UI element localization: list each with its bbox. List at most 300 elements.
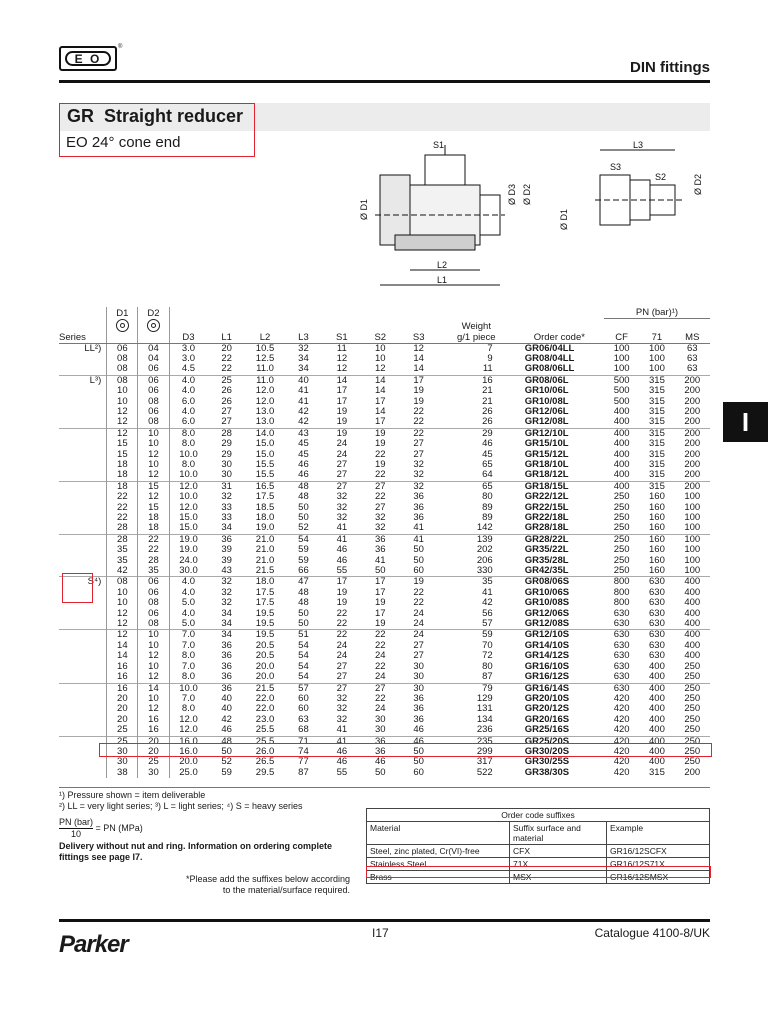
cell-d1: 12 (107, 407, 138, 417)
cell-weight: 131 (476, 703, 493, 715)
cell-l2: 19.5 (246, 630, 284, 641)
cell-order-code: GR22/12L (524, 491, 569, 503)
cell-l3: 54 (298, 650, 309, 662)
series-cell (59, 768, 107, 778)
pn-numerator: PN (bar) (59, 817, 94, 827)
cell-s3: 27 (413, 650, 424, 662)
cell-order-code: GR25/16S (524, 724, 570, 736)
cell-pn-ms: 250 (675, 736, 710, 747)
cell-order-code: GR14/12S (524, 650, 570, 662)
col-header-pn: PN (bar)¹) (604, 307, 710, 319)
cell-l1: 48 (207, 736, 245, 747)
table-row (59, 523, 710, 534)
cell-order-code: GR30/25S (524, 756, 570, 768)
pn-conversion (59, 817, 143, 840)
cell-d3: 15.0 (179, 512, 198, 523)
cell-s2: 22 (374, 491, 386, 503)
cell-l3: 41 (298, 385, 309, 397)
cell-pn-ms: 100 (684, 522, 701, 534)
cell-d3: 4.0 (181, 385, 196, 397)
suffix-row-example: GR16/12SCFX (607, 845, 710, 858)
cell-d1: 16 (107, 672, 138, 683)
cell-l2: 19.0 (255, 522, 275, 534)
cell-pn-ms: 400 (675, 577, 710, 588)
cell-d2: 06 (138, 609, 169, 619)
cell-l1: 36 (221, 671, 232, 683)
cell-l3: 68 (298, 724, 309, 736)
cell-l2: 26.0 (255, 745, 275, 757)
drawing-label-s1: S1 (433, 140, 445, 150)
cell-s1: 55 (336, 565, 348, 577)
suffix-head-material: Material (367, 822, 510, 845)
cell-weight: 26 (482, 416, 493, 428)
cell-l3: 43 (284, 428, 322, 439)
cell-l3: 59 (298, 544, 309, 556)
cell-s1: 24 (336, 650, 348, 662)
cell-s1: 12 (336, 363, 348, 375)
cell-l2: 14.0 (246, 428, 284, 439)
cell-order-code: GR15/12L (524, 448, 569, 460)
cell-pn-cf: 100 (613, 352, 630, 364)
cell-d2: 10 (138, 439, 169, 449)
cell-pn-ms: 400 (684, 639, 701, 651)
cell-d2: 12 (138, 470, 169, 481)
cell-s3: 22 (413, 405, 424, 417)
cell-d2: 10 (138, 630, 169, 641)
col-header-d3: D3 (169, 332, 207, 344)
cell-d3: 16.0 (179, 745, 198, 757)
cell-pn-ms: 400 (684, 650, 701, 662)
cell-s2: 30 (374, 713, 386, 725)
suffix-row-suffix: 71X (510, 858, 607, 871)
cell-order-code: GR35/22L (524, 544, 569, 556)
cell-s1: 32 (336, 501, 348, 513)
cell-pn-cf: 800 (613, 597, 630, 609)
cell-weight: 70 (482, 639, 493, 651)
cell-s2: 27 (374, 501, 386, 513)
cell-s1: 17 (336, 395, 348, 407)
cell-s1: 19 (336, 597, 348, 609)
cell-l2: 21.0 (255, 554, 275, 566)
cell-d2: 06 (138, 375, 169, 386)
cell-s3: 50 (413, 745, 424, 757)
cell-pn-cf: 420 (613, 766, 630, 778)
col-header-weight: Weight (461, 320, 491, 332)
cell-pn-71: 400 (649, 724, 665, 736)
cell-d3: 4.0 (181, 607, 196, 619)
cell-l1: 20 (221, 342, 232, 354)
cell-pn-ms: 400 (684, 586, 701, 598)
cell-d3: 15.0 (179, 522, 198, 534)
cell-d1: 08 (107, 354, 138, 364)
cell-order-code: GR22/18L (524, 512, 569, 523)
cell-weight: 46 (482, 438, 493, 450)
cell-pn-cf: 400 (613, 458, 630, 470)
cell-l1: 32 (221, 586, 232, 598)
cell-pn-cf: 630 (613, 650, 630, 662)
cell-l1: 40 (221, 703, 232, 715)
cell-l3: 57 (284, 683, 322, 694)
cell-l2: 18.0 (246, 577, 284, 588)
cell-pn-cf: 400 (613, 469, 630, 481)
cell-l1: 43 (221, 565, 232, 577)
cell-order-code: GR10/08L (524, 395, 569, 407)
cell-l3: 34 (298, 363, 309, 375)
cell-pn-cf: 420 (613, 756, 630, 768)
cell-d3: 4.0 (169, 577, 207, 588)
suffix-row-material: Stainless Steel (367, 858, 510, 871)
cell-d2: 15 (138, 503, 169, 513)
cell-pn-71: 400 (639, 683, 674, 694)
page-title (67, 106, 243, 127)
chapter-tab[interactable]: I (723, 402, 768, 442)
cell-l3: 60 (298, 692, 309, 704)
cell-order-code: GR28/22L (515, 534, 604, 545)
cell-pn-71: 315 (649, 458, 665, 470)
cell-d1: 12 (107, 630, 138, 641)
cell-s2: 19 (361, 428, 399, 439)
cell-pn-71: 630 (649, 650, 665, 662)
cell-d2: 10 (138, 662, 169, 672)
cell-l1: 27 (221, 416, 232, 428)
cell-l2: 22.0 (255, 703, 275, 715)
cell-pn-cf: 800 (604, 577, 639, 588)
cell-d1: 18 (107, 470, 138, 481)
cell-s3: 22 (413, 416, 424, 428)
cell-s3: 41 (399, 534, 437, 545)
cell-d3: 8.0 (181, 458, 196, 470)
cell-s1: 17 (323, 577, 361, 588)
cell-d1: 28 (107, 534, 138, 545)
cell-pn-ms: 400 (684, 597, 701, 609)
cell-s2: 32 (374, 522, 386, 534)
cell-pn-71: 400 (649, 703, 665, 715)
cell-weight: 235 (438, 736, 515, 747)
cell-s2: 14 (361, 375, 399, 386)
cell-d1: 12 (107, 619, 138, 630)
suffix-row-material: Steel, zinc plated, Cr(VI)-free (367, 845, 510, 858)
cell-l1: 34 (221, 522, 232, 534)
cell-pn-ms: 200 (684, 416, 701, 428)
cell-l2: 21.0 (255, 544, 275, 556)
cell-s1: 12 (336, 352, 348, 364)
cell-l1: 34 (207, 630, 245, 641)
cell-l2: 15.0 (255, 448, 275, 460)
cell-d3: 19.0 (169, 534, 207, 545)
cell-pn-ms: 200 (684, 385, 701, 397)
series-cell (59, 407, 107, 417)
cell-pn-ms: 200 (684, 766, 701, 778)
col-header-ms: MS (675, 332, 710, 344)
series-cell (59, 641, 107, 651)
cell-s3: 32 (413, 458, 424, 470)
suffix-hint-line-2: to the material/surface required. (222, 885, 350, 895)
footer-rule (59, 919, 710, 922)
cell-l3: 74 (298, 745, 309, 757)
cell-l3: 32 (298, 342, 309, 354)
cell-s2: 24 (374, 650, 386, 662)
cell-d2: 30 (138, 768, 169, 778)
cell-pn-ms: 250 (684, 692, 701, 704)
col-header-s2: S2 (361, 332, 399, 344)
cell-order-code: GR20/16S (524, 713, 570, 725)
series-cell (59, 725, 107, 736)
cell-pn-ms: 250 (684, 724, 701, 736)
cell-s3: 27 (413, 639, 424, 651)
cell-l3: 59 (298, 554, 309, 566)
cell-d3: 8.0 (181, 438, 196, 450)
cell-pn-ms: 100 (684, 501, 701, 513)
cell-order-code: GR16/12S (524, 671, 570, 683)
cell-pn-cf: 500 (613, 385, 630, 397)
cell-d3: 4.0 (181, 405, 196, 417)
cell-pn-cf: 630 (604, 630, 639, 641)
row-highlight (99, 743, 712, 757)
cell-d2: 12 (138, 492, 169, 502)
cell-s1: 27 (323, 481, 361, 492)
cell-l2: 18.0 (255, 512, 275, 523)
cell-s3: 22 (399, 428, 437, 439)
cell-pn-ms: 400 (675, 630, 710, 641)
cell-pn-cf: 630 (604, 683, 639, 694)
cell-l1: 39 (221, 554, 232, 566)
cell-order-code: GR35/28L (524, 554, 569, 566)
cell-pn-cf: 400 (613, 438, 630, 450)
cell-s3: 36 (413, 692, 424, 704)
series-cell (59, 354, 107, 364)
cell-d3: 12.0 (169, 481, 207, 492)
cell-s3: 17 (399, 375, 437, 386)
cell-l2: 15.5 (255, 469, 275, 481)
table-row (59, 470, 710, 481)
cell-l2: 20.5 (255, 650, 275, 662)
cell-order-code: GR08/06L (515, 375, 604, 386)
cell-pn-71: 630 (639, 630, 674, 641)
table-row (59, 672, 710, 683)
cell-l1: 50 (221, 745, 232, 757)
cell-s2: 14 (374, 385, 386, 397)
cell-s1: 32 (336, 491, 348, 503)
cell-pn-ms: 200 (684, 458, 701, 470)
cell-s3: 14 (413, 363, 424, 375)
cell-pn-71: 315 (649, 385, 665, 397)
cell-pn-71: 160 (649, 501, 665, 513)
cell-d2: 14 (138, 683, 169, 694)
cell-s3: 24 (413, 607, 424, 619)
cell-d3: 7.0 (181, 660, 196, 672)
cell-s1: 32 (336, 703, 348, 715)
cell-l1: 32 (221, 491, 232, 503)
cell-pn-cf: 420 (604, 736, 639, 747)
cell-pn-ms: 200 (684, 405, 701, 417)
cell-d2: 08 (138, 598, 169, 608)
cell-l3: 48 (298, 491, 309, 503)
cell-weight: 65 (438, 481, 515, 492)
cell-d3: 8.0 (181, 650, 196, 662)
cell-pn-ms: 100 (684, 554, 701, 566)
cell-l2: 13.0 (255, 416, 275, 428)
cell-s2: 22 (374, 692, 386, 704)
cell-l3: 54 (298, 671, 309, 683)
cell-l3: 46 (298, 469, 309, 481)
cell-l2: 16.5 (246, 481, 284, 492)
series-cell (59, 428, 107, 439)
cell-pn-71: 100 (649, 352, 665, 364)
cell-d1: 14 (107, 651, 138, 661)
cell-s2: 27 (361, 481, 399, 492)
cell-l2: 19.5 (255, 618, 275, 630)
cell-l2: 22.0 (255, 692, 275, 704)
cell-d1: 25 (107, 725, 138, 736)
cell-s2: 22 (374, 660, 386, 672)
cell-pn-ms: 250 (684, 671, 701, 683)
cell-weight: 317 (476, 756, 493, 768)
series-s-highlight (62, 573, 93, 603)
suffix-row-material: Brass (367, 871, 510, 884)
cell-pn-cf: 420 (613, 724, 630, 736)
cell-order-code: GR38/30S (524, 766, 570, 778)
cell-d1: 38 (107, 768, 138, 778)
cell-l3: 63 (298, 713, 309, 725)
cell-pn-cf: 250 (613, 512, 630, 523)
cell-s3: 60 (413, 766, 424, 778)
series-cell (59, 704, 107, 714)
cell-pn-ms: 200 (684, 438, 701, 450)
cell-s3: 14 (413, 352, 424, 364)
cell-l3: 48 (298, 597, 309, 609)
cell-s2: 22 (374, 448, 386, 460)
cell-order-code: GR20/10S (524, 692, 570, 704)
cell-pn-cf: 400 (613, 405, 630, 417)
series-cell (59, 386, 107, 396)
cell-d3: 30.0 (179, 565, 198, 577)
cell-d1: 10 (107, 397, 138, 407)
cell-d2: 28 (138, 556, 169, 566)
cell-d1: 15 (107, 439, 138, 449)
cell-d3: 4.0 (181, 586, 196, 598)
cell-d2: 06 (138, 577, 169, 588)
cell-d2: 22 (138, 534, 169, 545)
cell-pn-71: 160 (649, 512, 665, 523)
cell-s3: 41 (413, 522, 424, 534)
cell-s3: 22 (413, 586, 424, 598)
cell-s3: 36 (413, 713, 424, 725)
cell-l1: 40 (221, 692, 232, 704)
cell-s3: 36 (413, 501, 424, 513)
cell-pn-71: 160 (649, 522, 665, 534)
eo-logo (59, 46, 117, 71)
series-cell (59, 492, 107, 502)
cell-pn-71: 100 (649, 363, 665, 375)
cell-s1: 22 (336, 607, 348, 619)
col-header-l3: L3 (284, 332, 322, 344)
col-header-71: 71 (639, 332, 674, 344)
cell-pn-ms: 200 (675, 428, 710, 439)
cell-order-code: GR08/06S (515, 577, 604, 588)
cell-d2: 12 (138, 450, 169, 460)
cell-d1: 22 (107, 492, 138, 502)
cell-l1: 32 (207, 577, 245, 588)
cell-s1: 24 (336, 438, 348, 450)
cell-d1: 16 (107, 683, 138, 694)
registered-mark: ® (118, 44, 123, 50)
cell-d2: 16 (138, 715, 169, 725)
cell-d3: 25.0 (179, 766, 198, 778)
cell-pn-cf: 250 (613, 522, 630, 534)
table-body (59, 343, 710, 778)
cell-l1: 36 (221, 639, 232, 651)
cell-l1: 31 (207, 481, 245, 492)
cell-s3: 32 (413, 469, 424, 481)
cell-weight: 64 (482, 469, 493, 481)
cell-pn-cf: 800 (613, 586, 630, 598)
cell-d2: 08 (138, 619, 169, 630)
col-header-order-code: Order code* (515, 332, 604, 344)
cell-d2: 25 (138, 757, 169, 767)
drawing-label-d1: Ø D1 (359, 198, 369, 220)
cell-pn-71: 630 (649, 586, 665, 598)
cell-s1: 17 (336, 385, 348, 397)
cell-s3: 30 (399, 683, 437, 694)
cell-order-code: GR10/06S (524, 586, 570, 598)
cell-s1: 27 (323, 683, 361, 694)
cell-l2: 12.5 (255, 352, 275, 364)
cell-d1: 22 (107, 503, 138, 513)
cell-s2: 17 (374, 395, 386, 407)
cell-l3: 50 (298, 501, 309, 513)
cell-order-code: GR12/06S (524, 607, 570, 619)
cell-s3: 27 (413, 438, 424, 450)
cell-s2: 50 (374, 766, 386, 778)
cell-weight: 79 (438, 683, 515, 694)
cell-l2: 21.0 (246, 534, 284, 545)
cell-l2: 11.0 (256, 363, 274, 375)
cell-weight: 57 (482, 618, 493, 630)
cell-s3: 19 (413, 395, 424, 407)
drawing-label-l2: L2 (437, 260, 448, 270)
cell-s1: 46 (336, 756, 348, 768)
cell-d2: 08 (138, 397, 169, 407)
cell-d2: 10 (138, 428, 169, 439)
series-cell (59, 545, 107, 555)
cell-d3: 4.5 (181, 363, 196, 375)
cell-pn-ms: 200 (684, 395, 701, 407)
cell-d3: 10.0 (179, 448, 198, 460)
cell-pn-71: 160 (649, 565, 665, 577)
cell-s2: 10 (374, 352, 386, 364)
series-cell: S⁴) (59, 577, 107, 588)
cell-pn-cf: 100 (613, 363, 630, 375)
cell-l2: 20.0 (255, 660, 275, 672)
cell-d2: 12 (138, 672, 169, 683)
series-cell (59, 470, 107, 481)
suffix-row-example: GR16/12SMSX (607, 871, 710, 884)
cell-s2: 24 (374, 671, 386, 683)
cell-l3: 77 (298, 756, 309, 768)
cell-s2: 17 (361, 577, 399, 588)
series-cell (59, 481, 107, 492)
cell-s2: 36 (361, 534, 399, 545)
cell-d2: 06 (138, 386, 169, 396)
cell-weight: 16 (438, 375, 515, 386)
table-row (59, 417, 710, 428)
cell-l3: 50 (298, 607, 309, 619)
cell-d1: 08 (107, 577, 138, 588)
cell-l1: 32 (221, 597, 232, 609)
cell-weight: 26 (482, 405, 493, 417)
cell-l1: 34 (221, 618, 232, 630)
cell-l3: 48 (298, 586, 309, 598)
